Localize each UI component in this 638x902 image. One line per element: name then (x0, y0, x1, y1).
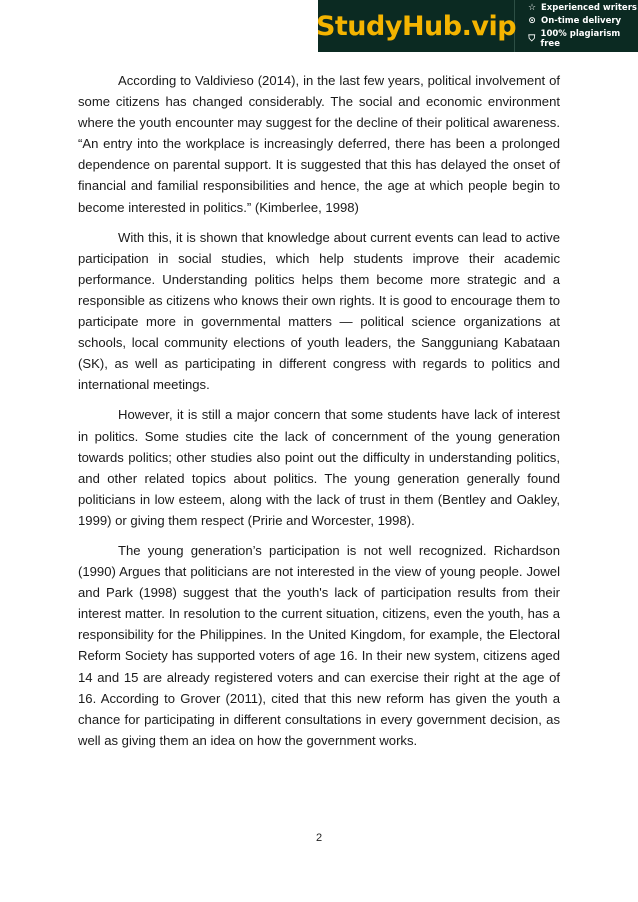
paragraph: With this, it is shown that knowledge about current events can lead to active participation in social studies, which help students improve their academic performance. Understanding politics helps them become more strategic and a responsible as citizens who knows their own rights. It is good to encourage them to participate more in governmental matters — political science organizations at schools, local community elections of youth leaders, the Sangguniang Kabataan (SK), as well as participating in different congress with regards to politics and international meetings. (78, 229, 560, 393)
clock-icon: ⊙ (528, 16, 536, 26)
feature-on-time-delivery (527, 16, 638, 26)
studyhub-banner[interactable] (315, 0, 638, 52)
star-icon: ☆ (527, 3, 537, 13)
shield-icon: ⛉ (528, 34, 536, 44)
feature-label: On-time delivery (541, 16, 622, 26)
document-body (78, 70, 560, 760)
page-number: 2 (315, 832, 323, 844)
feature-label: Experienced writers (541, 3, 637, 13)
feature-experienced-writers (527, 3, 638, 13)
feature-plagiarism-free (527, 29, 638, 49)
feature-label: 100% plagiarism free (540, 29, 621, 49)
feature-list (515, 0, 638, 52)
paragraph: The young generation’s participation is not well recognized. Richardson (1990) Argues that politicians are not interested in the view of young people. Jowel and Park (1998) suggest that the youth's lack of participation results from their interest matter. In resolution to the current situation, citizens, even the youth, has a responsibility for the Philippines. In the United Kingdom, for example, the Electoral Reform Society has supported voters of age 16. In their new system, citizens aged 14 and 15 are already registered voters and can exercise their right at the age of 16. According to Grover (2011), cited that this new reform has given the youth a chance for participating in different consultations in every government decision, as well as giving them an idea on how the government works. (78, 542, 560, 748)
paragraph: However, it is still a major concern that some students have lack of interest in politics. Some studies cite the lack of concernment of the young generation towards politics; other studies also point out the difficulty in understanding politics, and other related topics about politics. The young generation generally found politicians in low esteem, along with the lack of trust in them (Bentley and Oakley, 1999) or giving them respect (Pririe and Worcester, 1998). (78, 407, 560, 528)
paragraph: According to Valdivieso (2014), in the last few years, political involvement of some citizens has changed considerably. The social and economic environment where the youth encounter may suggest for the decline of their political awareness. “An entry into the workplace is increasingly deferred, there has been a prolonged dependence on parental support. It is suggested that this has delayed the onset of financial and familial responsibilities and hence, the age at which people begin to become interested in politics.” (Kimberlee, 1998) (78, 73, 560, 215)
brand-logo[interactable]: StudyHub.vip (318, 0, 515, 52)
